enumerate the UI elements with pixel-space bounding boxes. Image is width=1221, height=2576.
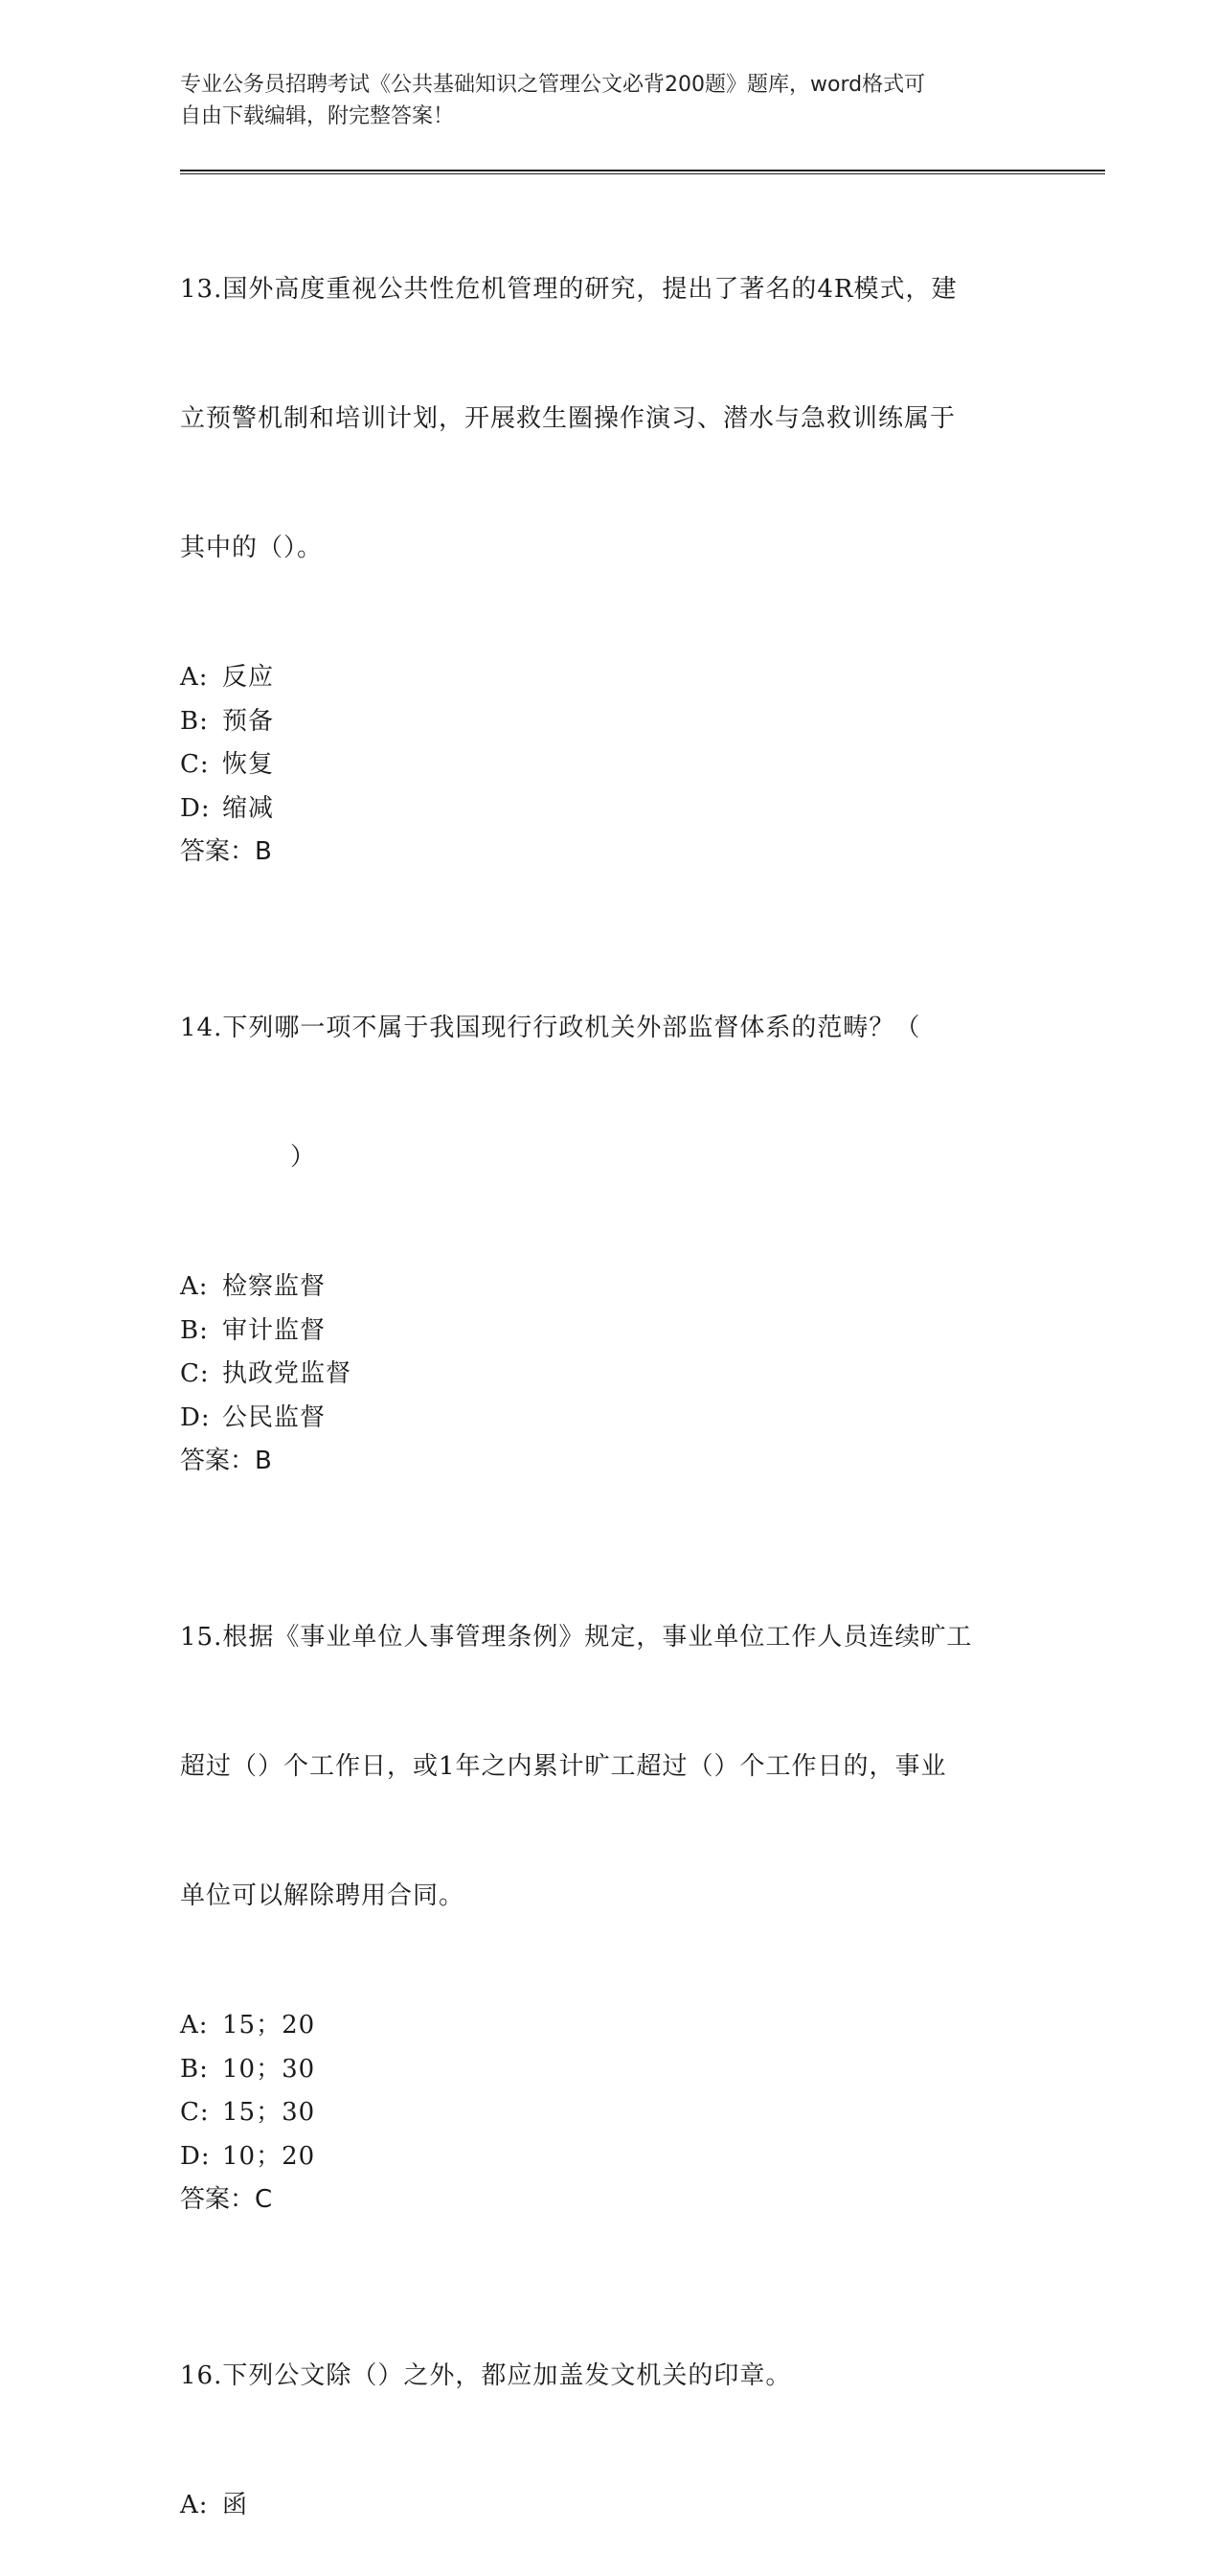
- question-stem: [180, 2268, 1032, 2484]
- option-a: [180, 656, 1032, 700]
- question-16: [180, 2268, 1032, 2528]
- option-d: [180, 787, 1032, 832]
- option-text: 函: [222, 2491, 249, 2519]
- option-c: [180, 1353, 1032, 1397]
- option-c: [180, 2091, 1032, 2135]
- option-b: [180, 700, 1032, 744]
- option-letter: A:: [180, 1272, 209, 1301]
- stem-line: 立预警机制和培训计划，开展救生圈操作演习、潜水与急救训练属于: [180, 404, 957, 433]
- option-text: 预备: [222, 706, 275, 736]
- option-b: [180, 2048, 1032, 2092]
- answer-key: 答案：B: [180, 1447, 272, 1475]
- header-line-1: 专业公务员招聘考试《公共基础知识之管理公文必背200题》题库，word格式可: [180, 73, 926, 97]
- stem-line: 16.下列公文除（）之外，都应加盖发文机关的印章。: [180, 2361, 792, 2390]
- option-text: 执政党监督: [222, 1359, 352, 1388]
- option-text: 缩减: [222, 793, 275, 823]
- option-d: [180, 2135, 1032, 2179]
- option-b: [180, 1310, 1032, 1354]
- option-c: [180, 743, 1032, 787]
- stem-line-continuation: ）: [290, 1143, 317, 1172]
- option-text: 15；20: [222, 2011, 316, 2040]
- question-15: [180, 1530, 1032, 2221]
- answer-key: 答案：C: [180, 2185, 273, 2214]
- option-letter: D:: [180, 2141, 211, 2171]
- option-text: 15；30: [222, 2098, 316, 2127]
- stem-line: 单位可以解除聘用合同。: [180, 1881, 465, 1910]
- option-letter: C:: [180, 2098, 210, 2127]
- question-stem: [180, 182, 1032, 656]
- option-text: 检察监督: [222, 1272, 327, 1301]
- answer-key: 答案：B: [180, 837, 272, 866]
- option-a: [180, 2004, 1032, 2048]
- option-d: [180, 1397, 1032, 1441]
- document-header: [180, 69, 1023, 132]
- option-letter: D:: [180, 793, 211, 823]
- option-text: 反应: [222, 663, 275, 692]
- option-text: 审计监督: [222, 1315, 327, 1345]
- question-13: [180, 182, 1032, 873]
- stem-line: 14.下列哪一项不属于我国现行行政机关外部监督体系的范畴？（: [180, 1014, 921, 1042]
- stem-line: 13.国外高度重视公共性危机管理的研究，提出了著名的4R模式，建: [180, 275, 958, 304]
- option-letter: B:: [180, 1315, 209, 1345]
- question-stem: [180, 1530, 1032, 2004]
- question-list: [180, 182, 1032, 2576]
- option-a: [180, 1265, 1032, 1310]
- option-letter: A:: [180, 663, 209, 692]
- option-letter: A:: [180, 2491, 209, 2519]
- header-line-2: 自由下载编辑，附完整答案！: [180, 104, 455, 128]
- option-letter: D:: [180, 1402, 211, 1432]
- option-letter: A:: [180, 2011, 209, 2040]
- option-letter: C:: [180, 750, 210, 779]
- option-letter: B:: [180, 706, 209, 736]
- stem-line: 超过（）个工作日，或1年之内累计旷工超过（）个工作日的，事业: [180, 1752, 947, 1781]
- question-stem: [180, 921, 1032, 1265]
- option-text: 公民监督: [222, 1402, 327, 1432]
- option-a: [180, 2484, 1032, 2528]
- stem-line: 15.根据《事业单位人事管理条例》规定，事业单位工作人员连续旷工: [180, 1623, 973, 1652]
- option-letter: B:: [180, 2054, 209, 2084]
- header-divider: [180, 170, 1105, 174]
- stem-line: 其中的（）。: [180, 534, 324, 562]
- option-text: 恢复: [222, 750, 275, 779]
- option-text: 10；30: [222, 2054, 316, 2084]
- question-14: [180, 921, 1032, 1482]
- option-text: 10；20: [222, 2141, 316, 2171]
- option-letter: C:: [180, 1359, 210, 1388]
